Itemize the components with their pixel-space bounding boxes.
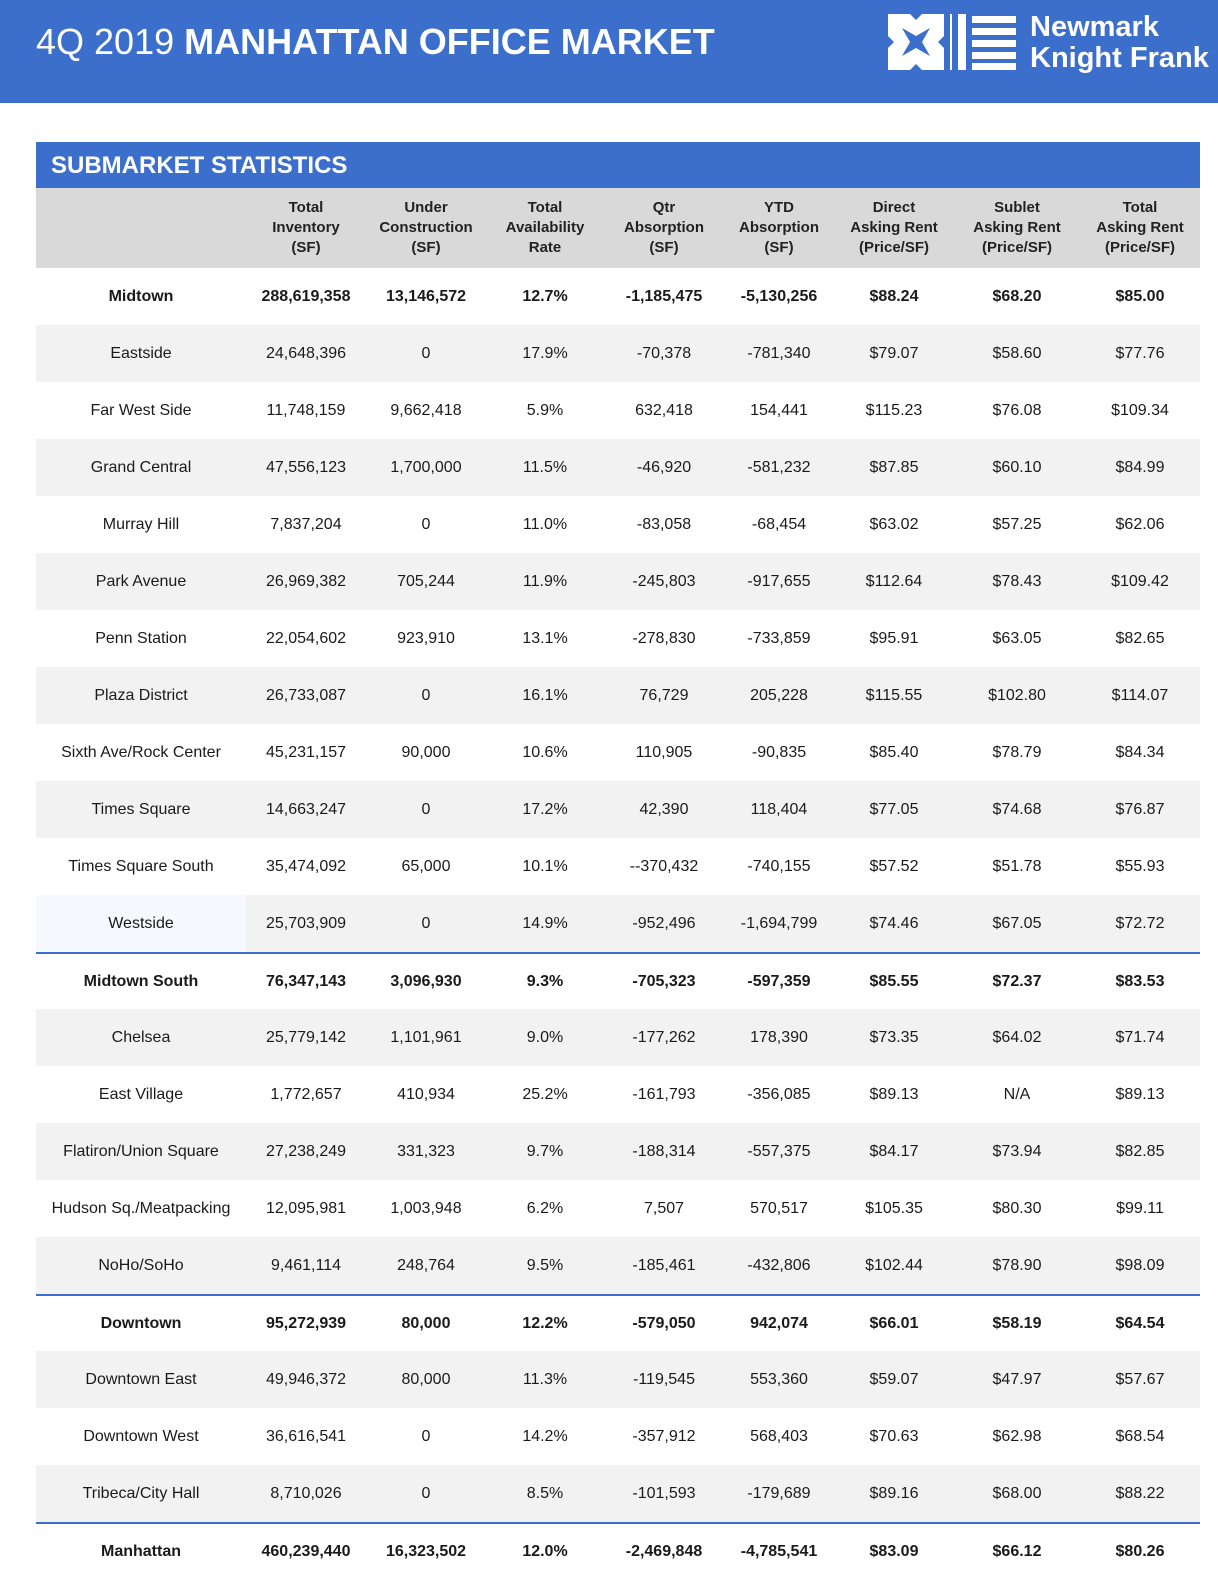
ytd-absorption: -740,155 xyxy=(747,857,811,875)
submarket-name: Downtown East xyxy=(85,1370,197,1388)
total-inventory: 12,095,981 xyxy=(265,1199,347,1217)
total-inventory: 26,733,087 xyxy=(265,686,347,704)
direct-asking-rent: $89.16 xyxy=(869,1484,919,1502)
availability-rate: 6.2% xyxy=(526,1199,564,1217)
table-header-row xyxy=(36,188,1200,268)
submarket-name: Westside xyxy=(36,895,246,952)
logo-line-2: Knight Frank xyxy=(1030,42,1209,74)
table-row xyxy=(36,1123,1200,1180)
availability-rate: 11.0% xyxy=(522,515,568,533)
total-inventory: 25,779,142 xyxy=(265,1028,347,1046)
table-summary-row xyxy=(36,268,1200,325)
under-construction: 0 xyxy=(421,1427,431,1445)
page-title xyxy=(36,20,715,64)
total-asking-rent: $64.54 xyxy=(1115,1314,1165,1332)
availability-rate: 9.0% xyxy=(526,1028,564,1046)
ytd-absorption: -781,340 xyxy=(747,344,811,362)
submarket-name: Chelsea xyxy=(111,1028,171,1046)
column-header xyxy=(604,188,724,268)
total-inventory: 47,556,123 xyxy=(265,458,347,476)
under-construction: 248,764 xyxy=(397,1256,455,1274)
availability-rate: 10.1% xyxy=(522,857,568,875)
total-inventory: 76,347,143 xyxy=(265,972,347,990)
ytd-absorption: -581,232 xyxy=(747,458,811,476)
submarket-name: Grand Central xyxy=(90,458,192,476)
sublet-asking-rent: $63.05 xyxy=(992,629,1042,647)
direct-asking-rent: $85.55 xyxy=(869,972,919,990)
total-inventory: 45,231,157 xyxy=(265,743,347,761)
direct-asking-rent: $102.44 xyxy=(865,1256,923,1274)
submarket-name: Park Avenue xyxy=(95,572,187,590)
availability-rate: 11.3% xyxy=(522,1370,568,1388)
qtr-absorption: --370,432 xyxy=(629,857,699,875)
availability-rate: 12.7% xyxy=(522,287,568,305)
under-construction: 90,000 xyxy=(401,743,451,761)
table-row xyxy=(36,325,1200,382)
direct-asking-rent: $59.07 xyxy=(869,1370,919,1388)
qtr-absorption: -46,920 xyxy=(636,458,692,476)
total-inventory: 27,238,249 xyxy=(265,1142,347,1160)
column-header-line: Construction xyxy=(379,219,473,236)
qtr-absorption: -188,314 xyxy=(632,1142,696,1160)
sublet-asking-rent: $78.90 xyxy=(992,1256,1042,1274)
under-construction: 0 xyxy=(421,800,431,818)
qtr-absorption: -2,469,848 xyxy=(625,1542,703,1560)
qtr-absorption: 7,507 xyxy=(643,1199,685,1217)
availability-rate: 9.5% xyxy=(526,1256,564,1274)
ytd-absorption: -1,694,799 xyxy=(740,914,818,932)
under-construction: 705,244 xyxy=(397,572,455,590)
ytd-absorption: -733,859 xyxy=(747,629,811,647)
direct-asking-rent: $85.40 xyxy=(869,743,919,761)
column-header-line: Rate xyxy=(528,239,562,256)
title-market: MANHATTAN OFFICE MARKET xyxy=(184,21,715,62)
ytd-absorption: -4,785,541 xyxy=(740,1542,818,1560)
qtr-absorption: -101,593 xyxy=(632,1484,696,1502)
sublet-asking-rent: N/A xyxy=(1003,1085,1031,1103)
header-banner xyxy=(0,0,1218,103)
under-construction: 3,096,930 xyxy=(390,972,462,990)
ytd-absorption: -557,375 xyxy=(747,1142,811,1160)
column-header-line: Availability xyxy=(505,219,585,236)
column-header-line: Direct xyxy=(872,199,916,216)
under-construction: 13,146,572 xyxy=(385,287,467,305)
total-asking-rent: $68.54 xyxy=(1115,1427,1165,1445)
total-inventory: 36,616,541 xyxy=(265,1427,347,1445)
table-summary-row xyxy=(36,952,1200,1009)
column-header xyxy=(834,188,954,268)
ytd-absorption: -917,655 xyxy=(747,572,811,590)
ytd-absorption: -356,085 xyxy=(747,1085,811,1103)
sublet-asking-rent: $66.12 xyxy=(992,1542,1042,1560)
submarket-name: Flatiron/Union Square xyxy=(63,1142,219,1160)
table-row xyxy=(36,667,1200,724)
qtr-absorption: -1,185,475 xyxy=(625,287,703,305)
total-inventory: 26,969,382 xyxy=(265,572,347,590)
table-row xyxy=(36,1465,1200,1522)
qtr-absorption: -70,378 xyxy=(636,344,692,362)
total-asking-rent: $77.76 xyxy=(1115,344,1165,362)
column-header xyxy=(724,188,834,268)
qtr-absorption: -705,323 xyxy=(632,972,696,990)
total-asking-rent: $88.22 xyxy=(1115,1484,1165,1502)
logo-mark-icon xyxy=(888,14,944,70)
total-asking-rent: $80.26 xyxy=(1115,1542,1165,1560)
column-header-line: Asking Rent xyxy=(1096,219,1184,236)
submarket-name: NoHo/SoHo xyxy=(98,1256,184,1274)
submarket-statistics-table xyxy=(36,188,1200,1579)
column-header-line: Sublet xyxy=(994,199,1040,216)
column-header xyxy=(1080,188,1200,268)
section-title: SUBMARKET STATISTICS xyxy=(51,152,348,179)
under-construction: 1,700,000 xyxy=(390,458,462,476)
sublet-asking-rent: $74.68 xyxy=(992,800,1042,818)
availability-rate: 5.9% xyxy=(526,401,564,419)
column-header-line: Qtr xyxy=(652,199,676,216)
sublet-asking-rent: $73.94 xyxy=(992,1142,1042,1160)
sublet-asking-rent: $51.78 xyxy=(992,857,1042,875)
total-asking-rent: $98.09 xyxy=(1115,1256,1165,1274)
ytd-absorption: 553,360 xyxy=(750,1370,808,1388)
column-header-line: Inventory xyxy=(272,219,340,236)
qtr-absorption: -952,496 xyxy=(632,914,696,932)
company-logo xyxy=(888,12,1208,76)
sublet-asking-rent: $67.05 xyxy=(992,914,1042,932)
sublet-asking-rent: $64.02 xyxy=(992,1028,1042,1046)
total-inventory: 22,054,602 xyxy=(265,629,347,647)
table-row xyxy=(36,781,1200,838)
availability-rate: 12.0% xyxy=(522,1542,568,1560)
table-row xyxy=(36,895,1200,952)
ytd-absorption: 178,390 xyxy=(750,1028,808,1046)
ytd-absorption: -68,454 xyxy=(751,515,807,533)
column-header-line: Asking Rent xyxy=(973,219,1061,236)
availability-rate: 12.2% xyxy=(522,1314,568,1332)
total-asking-rent: $62.06 xyxy=(1115,515,1165,533)
direct-asking-rent: $70.63 xyxy=(869,1427,919,1445)
total-inventory: 95,272,939 xyxy=(265,1314,347,1332)
table-row xyxy=(36,1351,1200,1408)
direct-asking-rent: $105.35 xyxy=(865,1199,923,1217)
availability-rate: 25.2% xyxy=(522,1085,568,1103)
direct-asking-rent: $84.17 xyxy=(869,1142,919,1160)
total-asking-rent: $82.65 xyxy=(1115,629,1165,647)
availability-rate: 17.9% xyxy=(522,344,568,362)
total-asking-rent: $76.87 xyxy=(1115,800,1165,818)
direct-asking-rent: $73.35 xyxy=(869,1028,919,1046)
qtr-absorption: 42,390 xyxy=(639,800,689,818)
total-inventory: 24,648,396 xyxy=(265,344,347,362)
qtr-absorption: 110,905 xyxy=(635,743,693,761)
direct-asking-rent: $74.46 xyxy=(869,914,919,932)
submarket-name: Sixth Ave/Rock Center xyxy=(61,743,221,761)
total-inventory: 460,239,440 xyxy=(261,1542,351,1560)
submarket-name: Murray Hill xyxy=(102,515,180,533)
column-header-line: (Price/SF) xyxy=(1104,239,1175,256)
column-header-line: Total xyxy=(288,199,324,216)
total-inventory: 1,772,657 xyxy=(270,1085,342,1103)
availability-rate: 11.5% xyxy=(522,458,568,476)
total-inventory: 288,619,358 xyxy=(261,287,351,305)
under-construction: 0 xyxy=(421,515,431,533)
submarket-name: Tribeca/City Hall xyxy=(82,1484,200,1502)
table-row xyxy=(36,610,1200,667)
ytd-absorption: -5,130,256 xyxy=(740,287,818,305)
column-header xyxy=(366,188,486,268)
under-construction: 80,000 xyxy=(401,1370,451,1388)
availability-rate: 9.3% xyxy=(526,972,564,990)
submarket-name: Times Square South xyxy=(68,857,214,875)
table-row xyxy=(36,1066,1200,1123)
under-construction: 0 xyxy=(421,1484,431,1502)
submarket-name: Times Square xyxy=(91,800,191,818)
total-inventory: 7,837,204 xyxy=(270,515,342,533)
ytd-absorption: -432,806 xyxy=(747,1256,811,1274)
ytd-absorption: 942,074 xyxy=(750,1314,808,1332)
submarket-name: East Village xyxy=(98,1085,184,1103)
table-row xyxy=(36,838,1200,895)
availability-rate: 13.1% xyxy=(522,629,568,647)
column-header-line: Asking Rent xyxy=(850,219,938,236)
table-row xyxy=(36,553,1200,610)
availability-rate: 14.9% xyxy=(522,914,568,932)
submarket-name: Downtown xyxy=(100,1314,182,1332)
column-header-line: Under xyxy=(404,199,448,216)
submarket-name: Downtown West xyxy=(83,1427,199,1445)
total-asking-rent: $109.34 xyxy=(1111,401,1169,419)
direct-asking-rent: $115.23 xyxy=(865,401,923,419)
sublet-asking-rent: $47.97 xyxy=(992,1370,1042,1388)
logo-line-1: Newmark xyxy=(1030,11,1159,43)
total-asking-rent: $72.72 xyxy=(1115,914,1165,932)
ytd-absorption: 570,517 xyxy=(750,1199,808,1217)
total-inventory: 8,710,026 xyxy=(270,1484,342,1502)
ytd-absorption: 154,441 xyxy=(750,401,808,419)
sublet-asking-rent: $60.10 xyxy=(992,458,1042,476)
total-inventory: 49,946,372 xyxy=(265,1370,347,1388)
total-asking-rent: $109.42 xyxy=(1111,572,1169,590)
submarket-name: Manhattan xyxy=(101,1542,181,1560)
direct-asking-rent: $57.52 xyxy=(869,857,919,875)
direct-asking-rent: $66.01 xyxy=(869,1314,919,1332)
direct-asking-rent: $79.07 xyxy=(869,344,919,362)
qtr-absorption: -161,793 xyxy=(632,1085,696,1103)
table-row xyxy=(36,724,1200,781)
table-row xyxy=(36,496,1200,553)
direct-asking-rent: $77.05 xyxy=(869,800,919,818)
title-period: 4Q 2019 xyxy=(36,21,175,62)
column-header xyxy=(486,188,604,268)
under-construction: 0 xyxy=(421,344,431,362)
table-row xyxy=(36,1180,1200,1237)
column-header-line: Total xyxy=(1122,199,1158,216)
column-header-line: (SF) xyxy=(291,239,321,256)
availability-rate: 14.2% xyxy=(522,1427,568,1445)
total-asking-rent: $57.67 xyxy=(1115,1370,1165,1388)
total-asking-rent: $114.07 xyxy=(1111,686,1169,704)
availability-rate: 11.9% xyxy=(522,572,568,590)
submarket-name: Plaza District xyxy=(94,686,188,704)
table-summary-row xyxy=(36,1294,1200,1351)
total-asking-rent: $83.53 xyxy=(1115,972,1165,990)
under-construction: 65,000 xyxy=(401,857,451,875)
under-construction: 16,323,502 xyxy=(385,1542,467,1560)
column-header-line: Absorption xyxy=(739,219,819,236)
ytd-absorption: -179,689 xyxy=(747,1484,811,1502)
qtr-absorption: 76,729 xyxy=(639,686,689,704)
table-row xyxy=(36,1237,1200,1294)
availability-rate: 8.5% xyxy=(526,1484,564,1502)
total-asking-rent: $99.11 xyxy=(1116,1199,1164,1217)
submarket-name: Far West Side xyxy=(90,401,192,419)
total-asking-rent: $85.00 xyxy=(1115,287,1165,305)
column-header-line: YTD xyxy=(764,199,794,216)
sublet-asking-rent: $68.20 xyxy=(992,287,1042,305)
total-asking-rent: $89.13 xyxy=(1115,1085,1165,1103)
column-header xyxy=(246,188,366,268)
qtr-absorption: -119,545 xyxy=(633,1370,695,1388)
under-construction: 0 xyxy=(421,914,431,932)
sublet-asking-rent: $76.08 xyxy=(992,401,1042,419)
under-construction: 923,910 xyxy=(397,629,455,647)
sublet-asking-rent: $78.43 xyxy=(992,572,1042,590)
sublet-asking-rent: $72.37 xyxy=(992,972,1042,990)
table-row xyxy=(36,1408,1200,1465)
ytd-absorption: 118,404 xyxy=(750,800,808,818)
under-construction: 80,000 xyxy=(401,1314,451,1332)
under-construction: 9,662,418 xyxy=(390,401,462,419)
direct-asking-rent: $95.91 xyxy=(869,629,919,647)
direct-asking-rent: $83.09 xyxy=(869,1542,919,1560)
ytd-absorption: 205,228 xyxy=(750,686,808,704)
ytd-absorption: -90,835 xyxy=(751,743,807,761)
sublet-asking-rent: $102.80 xyxy=(988,686,1046,704)
availability-rate: 10.6% xyxy=(522,743,568,761)
submarket-name: Penn Station xyxy=(95,629,187,647)
total-inventory: 25,703,909 xyxy=(265,914,347,932)
sublet-asking-rent: $62.98 xyxy=(992,1427,1042,1445)
submarket-name: Midtown South xyxy=(83,972,199,990)
table-row xyxy=(36,382,1200,439)
under-construction: 410,934 xyxy=(397,1085,455,1103)
total-inventory: 11,748,159 xyxy=(266,401,346,419)
column-header-line: (Price/SF) xyxy=(981,239,1052,256)
qtr-absorption: -83,058 xyxy=(636,515,692,533)
direct-asking-rent: $87.85 xyxy=(869,458,919,476)
column-header-line: (Price/SF) xyxy=(858,239,929,256)
total-inventory: 14,663,247 xyxy=(265,800,347,818)
qtr-absorption: -278,830 xyxy=(632,629,696,647)
table-body xyxy=(36,268,1200,1579)
logo-divider xyxy=(950,14,952,70)
qtr-absorption: -185,461 xyxy=(632,1256,696,1274)
qtr-absorption: 632,418 xyxy=(635,401,693,419)
logo-wordmark xyxy=(1030,12,1209,74)
under-construction: 1,003,948 xyxy=(390,1199,462,1217)
column-header xyxy=(36,188,246,268)
table-summary-row xyxy=(36,1522,1200,1579)
column-header-line: Absorption xyxy=(624,219,704,236)
submarket-name: Hudson Sq./Meatpacking xyxy=(51,1199,231,1217)
sublet-asking-rent: $58.60 xyxy=(992,344,1042,362)
column-header-line: Total xyxy=(527,199,563,216)
column-header-line: (SF) xyxy=(649,239,679,256)
sublet-asking-rent: $80.30 xyxy=(992,1199,1042,1217)
section-header xyxy=(36,142,1200,188)
total-asking-rent: $84.99 xyxy=(1115,458,1165,476)
sublet-asking-rent: $68.00 xyxy=(992,1484,1042,1502)
sublet-asking-rent: $58.19 xyxy=(992,1314,1042,1332)
availability-rate: 17.2% xyxy=(522,800,568,818)
table-row xyxy=(36,439,1200,496)
sublet-asking-rent: $57.25 xyxy=(992,515,1042,533)
direct-asking-rent: $89.13 xyxy=(869,1085,919,1103)
total-inventory: 35,474,092 xyxy=(265,857,347,875)
column-header-line: (SF) xyxy=(764,239,794,256)
logo-n-icon xyxy=(958,14,1016,70)
under-construction: 0 xyxy=(421,686,431,704)
direct-asking-rent: $63.02 xyxy=(869,515,919,533)
ytd-absorption: -597,359 xyxy=(747,972,811,990)
direct-asking-rent: $88.24 xyxy=(869,287,919,305)
direct-asking-rent: $115.55 xyxy=(865,686,923,704)
availability-rate: 9.7% xyxy=(526,1142,564,1160)
qtr-absorption: -245,803 xyxy=(632,572,696,590)
total-asking-rent: $82.85 xyxy=(1115,1142,1165,1160)
ytd-absorption: 568,403 xyxy=(750,1427,808,1445)
submarket-name: Eastside xyxy=(110,344,172,362)
under-construction: 331,323 xyxy=(397,1142,455,1160)
column-header xyxy=(954,188,1080,268)
table-row xyxy=(36,1009,1200,1066)
direct-asking-rent: $112.64 xyxy=(865,572,923,590)
qtr-absorption: -579,050 xyxy=(632,1314,696,1332)
total-asking-rent: $55.93 xyxy=(1115,857,1165,875)
availability-rate: 16.1% xyxy=(522,686,568,704)
under-construction: 1,101,961 xyxy=(390,1028,462,1046)
total-asking-rent: $84.34 xyxy=(1115,743,1165,761)
column-header-line: (SF) xyxy=(411,239,441,256)
qtr-absorption: -357,912 xyxy=(632,1427,696,1445)
qtr-absorption: -177,262 xyxy=(632,1028,696,1046)
sublet-asking-rent: $78.79 xyxy=(992,743,1042,761)
total-inventory: 9,461,114 xyxy=(271,1256,341,1274)
submarket-name: Midtown xyxy=(108,287,174,305)
total-asking-rent: $71.74 xyxy=(1115,1028,1165,1046)
